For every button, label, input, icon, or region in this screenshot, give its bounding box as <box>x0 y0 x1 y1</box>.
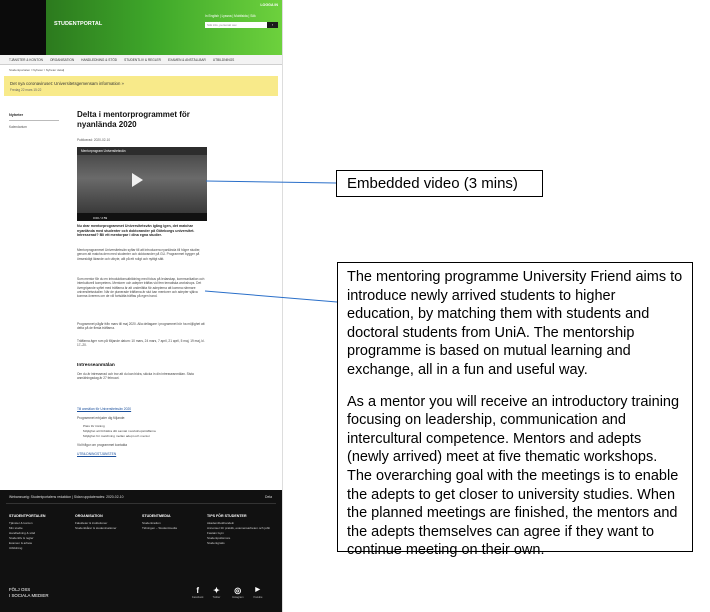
social-twitter[interactable] <box>212 586 221 599</box>
nav-item[interactable]: STUDENTLIV & REGLER <box>124 57 161 62</box>
section-heading: Intresseanmälan <box>77 363 115 368</box>
footer-column-heading: STUDENTMEDIA <box>142 514 171 518</box>
search-input[interactable]: Sök info, personal osv. <box>205 22 267 28</box>
footer-link[interactable]: Studentliv & regler <box>9 536 34 540</box>
list-item: Möjlighet för matchning mellan adept och mentor <box>83 434 150 438</box>
alert-banner[interactable] <box>4 76 278 96</box>
footer-link[interactable]: Studentpolismore <box>207 536 231 540</box>
article-paragraph: Programmet pågår från mars till maj 2020. Alla deltagare i programmet bör ha möjlighet att delta på de flesta träffarna. <box>77 322 205 331</box>
alert-text[interactable]: Det nya coronaviruset: Universitetsgemensam information » <box>10 81 124 86</box>
footer-meta: Webansvarig: Studentportalens redaktion | Sidan uppdaterades: 2020-02-10 <box>9 495 124 499</box>
sidebar-item-calendar[interactable]: Kalendarium <box>9 125 27 129</box>
nav-item[interactable]: EXAMEN & ANSTÄLLBAR <box>167 57 206 62</box>
main-nav <box>0 55 282 65</box>
footer-column <box>9 514 45 551</box>
footer-link[interactable]: Fastain Gym <box>207 531 225 535</box>
annotation-paragraph: The mentoring programme University Friend aims to introduce newly arrived students to higher education, by matching them with students and doctoral students from UniA. The mentorship programme is based on mutual learning and exchange, all in a fun and useful way. <box>347 269 683 378</box>
article-lead: Nu drar mentorprogrammet Universitetsvän igång igen, det matchar nyanlända med studenter och doktorander på Göteborgs universitet. Intresserad? Bli ett mentorpar i dina egna studier. <box>77 224 195 238</box>
twitter-icon[interactable]: ✦ <box>213 586 220 595</box>
share-label[interactable]: Dela <box>265 495 272 499</box>
footer-link[interactable]: Akademibokhandeln <box>207 521 235 525</box>
footer-link[interactable]: Tjänster & konton <box>9 521 33 525</box>
embedded-video[interactable] <box>77 147 207 221</box>
footer-link[interactable]: Annonser för praktik, examensarbeten och jobb <box>207 526 271 530</box>
footer-column-heading: STUDENTPORTALEN <box>9 514 46 518</box>
article-paragraph: Om du är intresserad och tror att du kan bidra, skicka in din intresseanmälan. Sista anmälningsdag är 27 februari. <box>77 372 194 381</box>
nav-item[interactable]: UTBILDNINGS <box>212 57 235 62</box>
nav-item[interactable]: TJÄNSTER & KONTON <box>9 57 43 62</box>
footer-column <box>207 514 277 546</box>
published-date: Publicerad: 2020-02-10 <box>77 138 111 142</box>
article-paragraph: Programmet erbjuder dig följande: <box>77 416 126 420</box>
footer-column <box>142 514 177 531</box>
youtube-icon[interactable]: ▶ <box>255 587 261 593</box>
sidebar-divider <box>9 120 59 121</box>
social-instagram[interactable] <box>232 586 244 599</box>
nav-item[interactable]: HANDLEDNING & STÖD <box>81 57 118 62</box>
footer-divider <box>6 503 276 504</box>
list-item: Plats för träning <box>83 424 105 428</box>
studentportal-screenshot <box>0 0 283 612</box>
follow-us-heading: FÖLJ OSS I SOCIALA MEDIER <box>9 587 49 598</box>
header <box>0 0 282 55</box>
footer-column-heading: TIPS FÖR STUDENTER <box>207 514 247 518</box>
article-paragraph: Mentorprogrammet Universitetsvän syftar till att introducera nyanlända till högre studier, genom att matcha dem med studenter och doktorander på GU. Programmet bygger på ömsesidigt lärande och utbyte, allt på ett roligt och nyttigt sätt. <box>77 248 201 261</box>
video-annotation: Embedded video (3 mins) <box>336 170 543 197</box>
social-label: Facebook <box>192 596 204 599</box>
play-icon[interactable] <box>132 173 143 187</box>
annotation-paragraph: As a mentor you will receive an introductory training focusing on leadership, communication and intercultural competence. Mentors and adepts (newly arrived) meet at five thematic workshops. The overarching goal with the meetings is to enable the adepts to get closer to university studies. When the planned meetings are finished, the mentors and the adepts themselves can agree if they want to continue meeting on their own. <box>347 393 680 559</box>
footer-link[interactable]: Min studie <box>9 526 23 530</box>
alert-date: Fredag 22 mars 15:22 <box>10 88 42 92</box>
footer-link[interactable]: Handledning & stöd <box>9 531 36 535</box>
instagram-icon[interactable]: ◎ <box>234 586 242 595</box>
social-facebook[interactable] <box>192 586 203 599</box>
footer <box>0 490 282 612</box>
footer-link[interactable]: Studentradion <box>142 521 161 525</box>
footer-link[interactable]: Examen & arbete <box>9 541 33 545</box>
footer-column <box>75 514 117 531</box>
article-paragraph: Vid frågor om programmet kontakta <box>77 443 128 447</box>
breadcrumb[interactable]: Studentportalen / Nyheter / Nyheter detalj <box>9 68 65 72</box>
footer-link[interactable]: Studentgratis <box>207 541 225 545</box>
login-link[interactable]: LOGGA IN <box>260 3 278 7</box>
facebook-icon[interactable]: f <box>196 586 200 595</box>
video-time: 0:00 / 2:59 <box>93 216 108 220</box>
university-logo[interactable] <box>0 0 46 55</box>
video-title[interactable]: Mentorprogram Universitetsvän <box>81 149 126 153</box>
sidebar-heading[interactable]: Nyheter <box>9 113 24 117</box>
nav-item[interactable]: ORGANISATION <box>49 57 75 62</box>
footer-link[interactable]: Tidningen – Studentmedia <box>142 526 177 530</box>
social-label: Youtube <box>253 596 263 599</box>
article-title: Delta i mentorprogrammet för nyanlända 2020 <box>77 110 190 129</box>
site-title[interactable]: STUDENTPORTAL <box>54 21 103 27</box>
list-item: Möjlighet att förbättra ditt samtal i workshopsträffarna <box>83 429 156 433</box>
article-paragraph: Träffarna äger rum på följande datum: 10 mars, 24 mars, 7 april, 21 april, 5 maj, 19 maj, kl. 17–20. <box>77 339 205 348</box>
registration-link[interactable]: Till anmälan för Universitetsvän 2020 <box>77 407 132 411</box>
contact-link[interactable]: UTBILDNINGSTJÄNSTEN <box>77 452 117 456</box>
description-annotation <box>337 262 693 559</box>
social-label: Twitter <box>212 596 221 599</box>
header-links[interactable]: In English | Lyssna | Mobilsida | Sök <box>205 14 256 18</box>
social-label: Instagram <box>232 596 244 599</box>
footer-link[interactable]: Studentkårer & studentnationer <box>75 526 117 530</box>
article-paragraph: Som mentor får du en introduktionsutbildning med fokus på ledarskap, kommunikation och interkulturell kompetens. Mentorer och adepter träffas vid fem tematiska workshops. Det övergripande syftet med träffarna är att underlätta för adepterna att komma närmare universitetsstudier. När de planerade träffarna är slut kan mentorer och adepter själva komma överens om de vill fortsätta träffas på egen hand. <box>77 277 205 299</box>
footer-link[interactable]: Fakulteter & institutioner <box>75 521 108 525</box>
search-button[interactable]: › <box>267 22 278 28</box>
social-youtube[interactable] <box>253 586 262 599</box>
footer-link[interactable]: Utbildning <box>9 546 23 550</box>
footer-column-heading: ORGANISATION <box>75 514 103 518</box>
